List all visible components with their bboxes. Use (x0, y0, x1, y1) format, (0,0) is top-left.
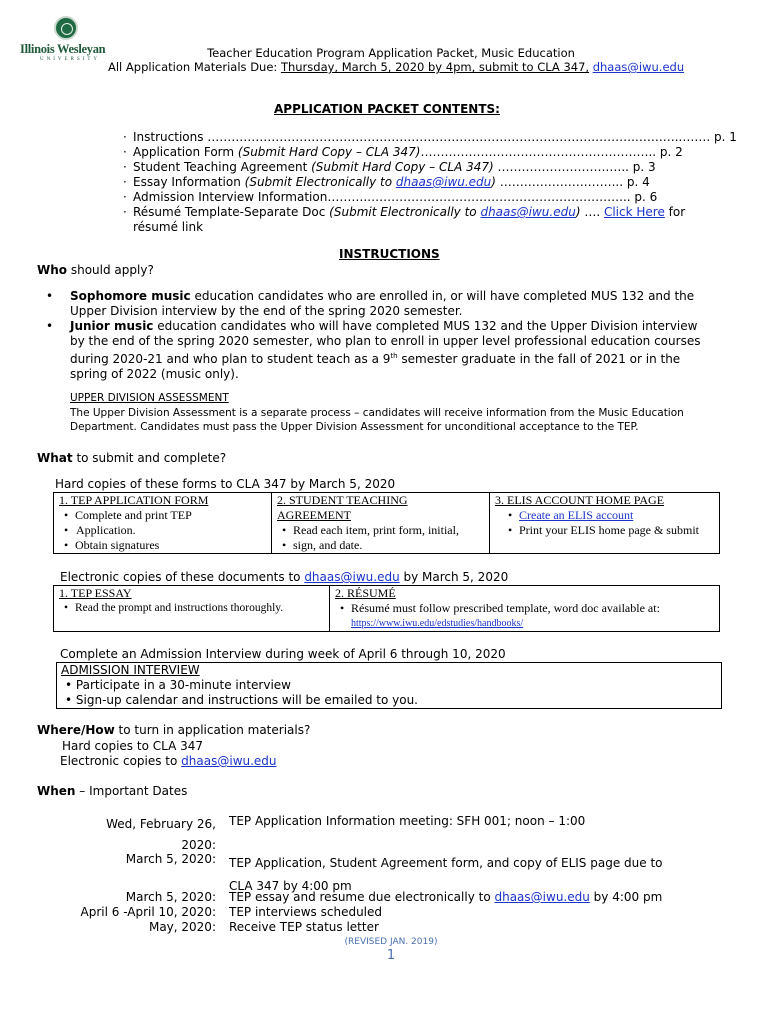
bullet-icon: • (46, 319, 54, 333)
electronic-email-link[interactable]: dhaas@iwu.edu (304, 570, 400, 584)
date-description: TEP essay and resume due electronically to dhaas@iwu.edu by 4:00 pm (229, 890, 663, 904)
toc-resume-link-text: résumé link (133, 220, 204, 234)
date-description: Receive TEP status letter (229, 920, 379, 934)
date-cell: March 5, 2020: (125, 890, 216, 904)
due-email-link[interactable]: dhaas@iwu.edu (592, 60, 685, 74)
electronic-copies-table (53, 585, 720, 632)
where-question: Where/How to turn in application materials? (37, 723, 311, 737)
date-description: TEP interviews scheduled (229, 905, 383, 919)
handbooks-link[interactable]: https://www.iwu.edu/edstudies/handbooks/ (351, 618, 524, 629)
tep-application-form-cell: 1. TEP APPLICATION FORM • Complete and print TEP • Application. • Obtain signatures (54, 493, 272, 554)
click-here-link[interactable]: Click Here (603, 205, 665, 219)
logo-name: Illinois Wesleyan (20, 42, 106, 56)
due-text: Thursday, March 5, 2020 by 4pm, submit to CLA 347, (280, 60, 590, 74)
admission-interview-box (56, 662, 722, 709)
hard-copies-table (53, 492, 720, 554)
who-question: Who should apply? (37, 263, 154, 277)
interview-label: Complete an Admission Interview during week of April 6 through 10, 2020 (60, 647, 506, 661)
contents-heading: APPLICATION PACKET CONTENTS: (274, 102, 500, 116)
create-elis-account-link[interactable]: Create an ELIS account (519, 508, 634, 522)
resume-cell: 2. RÉSUMÉ • Résumé must follow prescribed template, word doc available at: https://www.iwu.edu/edstudies/handbooks/ (330, 586, 720, 632)
date-cell: May, 2020: (148, 920, 216, 934)
due-prefix: All Application Materials Due: (108, 60, 281, 74)
toc-item-resume-template[interactable]: · Résumé Template-Separate Doc (Submit Electronically to dhaas@iwu.edu) …. Click Here for (123, 205, 686, 219)
date-cell: March 5, 2020: (125, 852, 216, 866)
revised-note: (REVISED JAN. 2019) (344, 937, 438, 947)
bullet-icon: • (46, 289, 54, 303)
essay-email-link[interactable]: dhaas@iwu.edu (395, 175, 492, 189)
resume-email-link[interactable]: dhaas@iwu.edu (480, 205, 576, 219)
where-hard-copies: Hard copies to CLA 347 (62, 739, 203, 753)
page-number: 1 (386, 948, 396, 963)
date-description: TEP Application, Student Agreement form, and copy of ELIS page due to CLA 347 by 4:00 pm (229, 856, 663, 893)
instructions-heading: INSTRUCTIONS (339, 247, 440, 261)
toc-item-application-form[interactable]: · Application Form (Submit Hard Copy – CLA 347)………………………………………………….. p. 2 (123, 145, 683, 159)
toc-item-essay-information[interactable]: · Essay Information (Submit Electronically to dhaas@iwu.edu) ………………….……... p. 4 (123, 175, 650, 189)
electronic-copies-label: Electronic copies of these documents to dhaas@iwu.edu by March 5, 2020 (60, 570, 509, 584)
uda-heading: UPPER DIVISION ASSESSMENT (70, 392, 229, 404)
bullet-sophomore: Sophomore music education candidates who are enrolled in, or will have completed MUS 132 and the Upper Division interview by the end of the spring 2020 semester. (70, 289, 695, 318)
when-email-link[interactable]: dhaas@iwu.edu (494, 890, 590, 904)
packet-title: Teacher Education Program Application Packet, Music Education (207, 46, 575, 60)
what-question: What to submit and complete? (37, 451, 227, 465)
logo-subtitle: UNIVERSITY (40, 57, 100, 62)
university-seal-icon (54, 16, 78, 40)
elis-account-cell: 3. ELIS ACCOUNT HOME PAGE • Create an ELIS account • Print your ELIS home page & submit (490, 493, 720, 554)
date-description: TEP Application Information meeting: SFH 001; noon – 1:00 (229, 814, 586, 828)
where-email-link[interactable]: dhaas@iwu.edu (181, 754, 277, 768)
hard-copies-label: Hard copies of these forms to CLA 347 by March 5, 2020 (55, 477, 396, 491)
when-heading: When – Important Dates (37, 784, 188, 798)
uda-description: The Upper Division Assessment is a separate process – candidates will receive information from the Music Education Department. Candidates must pass the Upper Division Assessment for unconditional acceptance to the TEP. (70, 407, 684, 433)
interview-item: • Participate in a 30-minute interview (65, 678, 291, 692)
interview-item: • Sign-up calendar and instructions will be emailed to you. (65, 693, 418, 707)
admission-interview-title: ADMISSION INTERVIEW (61, 663, 200, 677)
where-electronic-copies: Electronic copies to dhaas@iwu.edu (60, 754, 277, 768)
student-teaching-agreement-cell: 2. STUDENT TEACHING AGREEMENT • Read each item, print form, initial, • sign, and date. (272, 493, 490, 554)
toc-item-student-teaching-agreement[interactable]: · Student Teaching Agreement (Submit Hard Copy – CLA 347) ……………………….….. p. 3 (123, 160, 656, 174)
toc-item-instructions[interactable]: · Instructions …………………………………………………………………………………….……….…….…..……. p. 1 (123, 130, 737, 144)
bullet-junior: Junior music education candidates who will have completed MUS 132 and the Upper Division interview by the end of the spring 2020 semester, who plan to enroll in upper level professional education courses during 2020-21 and who plan to student teach as a 9th semester graduate in the fall of 2021 or in the spring of 2022 (music only). (70, 319, 701, 381)
date-cell: April 6 -April 10, 2020: (80, 905, 216, 919)
toc-item-admission-interview[interactable]: · Admission Interview Information……….………………………………………………………... p. 6 (123, 190, 658, 204)
tep-essay-cell: 1. TEP ESSAY • Read the prompt and instructions thoroughly. (54, 586, 330, 632)
date-cell: Wed, February 26, 2020: (106, 817, 216, 852)
due-line (108, 60, 684, 74)
